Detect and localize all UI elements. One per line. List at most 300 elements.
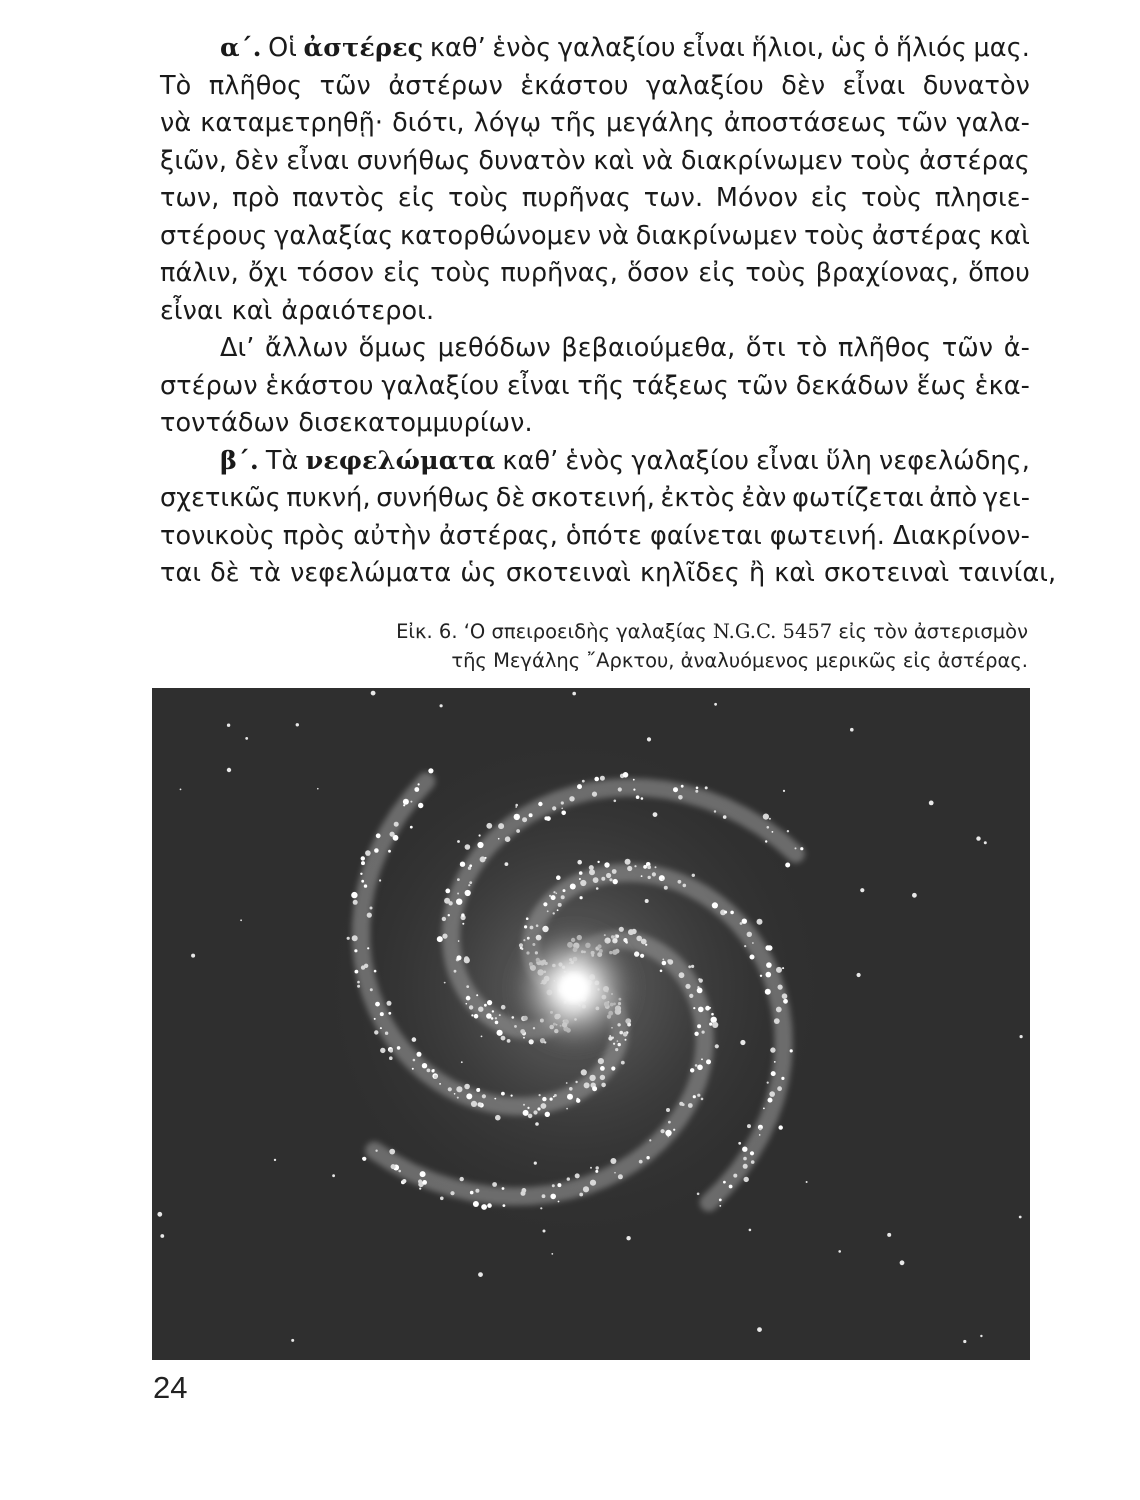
star-knot [537,1107,540,1110]
star-knot [487,1000,492,1005]
star-knot [567,1094,573,1100]
star-knot [783,999,788,1004]
word: ἥλιοι, [751,33,825,63]
word: τὸ [796,333,828,363]
star-knot [422,1063,427,1068]
word: ἑνὸς [565,445,625,476]
star-knot [600,776,605,781]
word: φωτίζεται [792,483,924,513]
field-star [240,919,242,921]
word: ἕως [916,370,967,401]
star-knot [551,895,556,900]
word: νεφελώματα [290,558,452,588]
star-knot [770,1047,775,1052]
star-knot [569,1087,573,1091]
word: τοὺς [430,258,492,288]
star-knot [465,844,471,850]
word: Διακρίνον- [892,520,1030,551]
star-knot [652,872,656,876]
star-knot [469,881,472,884]
star-knot [370,988,373,991]
body-text [160,30,1057,593]
star-knot [641,797,644,800]
word: γαλαξίας [274,220,394,251]
word: γαλαξίου [381,370,500,401]
field-star [838,1250,841,1253]
star-knot [667,1136,669,1138]
star-knot [598,1058,604,1064]
word: δὲ [210,558,240,588]
word: εἰς [383,258,421,288]
word: μεγάλης [605,108,715,138]
star-knot [440,1197,444,1201]
field-star [963,1340,966,1343]
star-knot [458,940,460,942]
star-knot [552,806,556,810]
star-knot [576,1099,580,1103]
field-star [440,704,443,707]
star-knot [759,1134,761,1136]
star-knot [787,830,789,832]
word: εἶναι [756,445,819,476]
word: ὁπότε [565,520,643,551]
star-knot [374,970,377,973]
star-knot [495,1021,499,1025]
star-knot [668,1121,671,1124]
star-knot [683,884,687,888]
star-knot [763,814,769,820]
word: ἢ [748,558,766,588]
star-knot [374,1018,376,1020]
word: Τὸ [160,70,192,101]
star-knot [536,924,539,927]
star-knot [495,1017,497,1019]
star-knot [376,833,381,838]
field-star [912,893,917,898]
word: ὅτι [745,333,786,363]
word: ἐὰν [741,483,787,513]
star-knot [499,1014,501,1016]
star-knot [465,890,471,896]
word: νὰ [597,220,630,251]
text-line [160,218,1030,256]
word: γαλα- [956,108,1030,138]
star-knot [434,1075,437,1078]
star-knot [575,1173,580,1178]
star-knot [444,898,450,904]
star-knot [439,1083,441,1085]
word: εἶναι [160,295,223,326]
field-star [740,1040,745,1045]
star-knot [549,895,551,897]
star-knot [643,865,647,869]
star-knot [450,1191,454,1195]
star-knot [403,799,409,805]
word: δὲν [234,145,279,176]
star-knot [427,1069,431,1073]
word: εἰς [698,258,737,288]
page-number: 24 [153,1370,188,1405]
star-knot [714,810,716,812]
field-star [461,1061,463,1063]
star-knot [742,919,747,924]
field-star [534,1162,537,1165]
text-line [160,405,1030,443]
word: νεφελώδης, [879,445,1030,476]
word: σκοτειναὶ [505,558,632,588]
star-knot [593,877,599,883]
field-star [850,728,854,732]
star-knot [542,1097,546,1101]
word: πλησιε- [934,183,1030,213]
field-star [332,1174,335,1177]
star-knot [361,861,365,865]
word: ἀποστάσεως [723,108,888,138]
star-knot [524,925,527,928]
star-knot [706,1059,711,1064]
word: ἀστέρας [871,220,983,251]
star-knot [464,1084,470,1090]
star-knot [701,1098,704,1101]
word: εἰς [397,183,436,213]
field-star [738,1142,741,1145]
star-knot [701,1058,703,1060]
star-knot [698,1007,704,1013]
word: δὲν [781,70,826,101]
star-knot [778,985,783,990]
star-knot [661,1129,665,1133]
star-knot [480,856,486,862]
star-knot [723,1181,726,1184]
star-knot [699,979,703,983]
field-star [705,786,708,789]
star-knot [604,862,609,867]
star-knot [744,1177,749,1182]
word: των. [643,183,704,213]
word: τοντάδων [160,408,290,438]
star-knot [712,1022,718,1028]
star-knot [747,1124,751,1128]
star-knot [539,1094,541,1096]
star-knot [679,1102,683,1106]
star-knot [667,959,671,963]
star-knot [693,1095,696,1098]
word: τῶν [319,70,371,101]
field-star [477,1102,482,1107]
field-star [457,840,460,843]
word: ὅμως [358,333,428,363]
star-knot [529,813,533,817]
word: τόσον [296,258,375,288]
field-star [481,1036,483,1038]
star-knot [464,957,470,963]
star-knot [410,826,413,829]
field-star [412,1037,417,1042]
word: γαλαξίου [646,70,764,101]
star-knot [769,1091,775,1097]
star-knot [750,955,755,960]
star-knot [618,1043,621,1046]
star-knot [554,1094,557,1097]
star-knot [697,1024,701,1028]
word: τὰ [248,558,282,588]
star-knot [561,801,564,804]
star-knot [561,811,566,816]
word: συνήθως [376,483,491,513]
star-knot [365,850,371,856]
star-knot [374,848,379,853]
star-knot [553,891,555,893]
star-knot [471,1101,477,1107]
word: διακρίνωμεν [680,145,843,176]
text-line [160,68,1030,106]
word: πυρῆνας [521,183,632,213]
word: καὶ [593,145,635,176]
star-knot [367,947,369,949]
star-knot [584,1082,590,1088]
text-line [160,143,1030,181]
star-knot [501,1092,505,1096]
star-knot [589,865,594,870]
field-star [976,836,980,840]
star-knot [612,869,617,874]
field-star [653,812,658,817]
star-knot [774,1061,776,1063]
star-knot [566,1108,568,1110]
star-knot [601,877,605,881]
star-knot [776,967,782,973]
star-knot [664,886,668,890]
star-knot [765,989,771,995]
star-knot [579,878,581,880]
star-knot [712,902,718,908]
word: καθ’ [429,33,486,63]
star-knot [743,1164,748,1169]
star-knot [767,1082,769,1084]
star-knot [553,912,555,914]
word: καὶ [774,558,816,588]
star-knot [502,1187,505,1190]
word: τονικοὺς [160,520,275,551]
star-knot [478,1007,483,1012]
star-knot [547,910,549,912]
star-knot [711,1013,714,1016]
star-knot [611,1066,615,1070]
star-knot [719,1205,721,1207]
star-knot [765,840,767,842]
field-star [900,1260,905,1265]
word: ἑκάστου [520,70,629,101]
word: δυνατὸν [478,145,586,176]
star-knot [575,1081,577,1083]
star-knot [375,1002,380,1007]
star-knot [646,1156,649,1159]
star-knot [781,1077,784,1080]
star-knot [422,1180,427,1185]
word: καὶ [989,220,1030,251]
star-knot [412,1068,414,1070]
star-knot [473,1201,479,1207]
star-knot [428,768,433,773]
star-knot [456,1086,462,1092]
star-knot [523,1110,529,1116]
field-star [626,1236,630,1240]
star-knot [619,927,624,932]
word: δυνατὸν [922,70,1030,101]
word: ἀστέρων [388,70,503,101]
star-knot [659,875,665,881]
field-star [647,737,651,741]
word: φωτεινή. [769,520,886,551]
star-knot [354,949,357,952]
word: τοὺς [745,258,807,288]
star-knot [694,1032,698,1036]
field-star [157,1212,162,1217]
field-star [296,723,299,726]
word: πυκνή, [286,483,371,513]
star-knot [776,1007,782,1013]
star-knot [521,1191,526,1196]
star-knot [541,1103,547,1109]
star-knot [351,892,357,898]
word: ἀστέρας, [439,520,558,551]
star-knot [457,1097,459,1099]
star-knot [523,1104,525,1106]
field-star [662,879,664,881]
star-knot [763,1108,765,1110]
word: α΄. [220,33,262,63]
star-knot [563,889,566,892]
star-knot [498,838,500,840]
star-knot [733,1174,737,1178]
star-knot [579,871,583,875]
field-star [402,1179,406,1183]
star-knot [418,783,420,785]
star-knot [388,1012,391,1015]
star-knot [614,800,617,803]
star-knot [729,1185,733,1189]
word: δὲ [495,483,526,513]
star-knot [370,907,373,910]
star-knot [437,936,443,942]
word: νὰ [641,145,674,176]
star-knot [590,1167,592,1169]
star-knot [752,942,754,944]
star-knot [782,967,784,969]
star-knot [774,1018,780,1024]
star-knot [673,787,678,792]
word: ἀστέρες [303,33,424,63]
star-knot [528,1114,533,1119]
star-knot [475,1189,479,1193]
star-knot [357,981,360,984]
star-knot [705,1006,710,1011]
star-knot [558,1201,560,1203]
star-knot [592,1075,595,1078]
star-knot [566,1082,568,1084]
star-knot [487,1203,492,1208]
word: πρὸς [282,520,346,551]
star-knot [691,965,694,968]
star-knot [540,1207,542,1209]
star-knot [742,1147,747,1152]
star-knot [550,1098,553,1101]
word: πλῆθος [837,333,932,363]
star-knot [557,909,559,911]
star-knot [695,1064,698,1067]
star-knot [697,1094,700,1097]
star-knot [469,1005,473,1009]
word: εἶναι [842,70,906,101]
star-knot [457,955,462,960]
word: Οἱ [268,33,297,63]
word: παντὸς [292,183,386,213]
field-star [572,692,576,696]
star-knot [460,1177,464,1181]
star-knot [486,823,492,829]
field-star [723,815,727,819]
star-knot [454,1093,456,1095]
star-knot [538,802,542,806]
text-line [160,518,1030,556]
star-knot [389,1149,395,1155]
word: γαλαξίου [631,445,750,476]
star-knot [507,1039,511,1043]
word: στέρους [160,220,268,251]
word: ἀπὸ [929,483,978,513]
star-knot [580,896,583,899]
star-knot [678,795,683,800]
word: τῆς [550,108,597,138]
word: ἥλιός [896,33,967,63]
star-knot [481,1204,487,1210]
star-knot [558,903,562,907]
field-star [180,789,182,791]
star-knot [709,1007,711,1009]
field-star [596,887,599,890]
star-knot [740,922,743,925]
word: ταινίαι, [958,558,1057,588]
star-knot [569,796,574,801]
star-knot [380,1048,385,1053]
field-star [274,1159,276,1161]
star-knot [556,893,558,895]
word: β΄. [220,445,259,476]
word: τοὺς [850,145,912,176]
field-star [984,841,987,844]
star-knot [442,917,446,921]
star-knot [448,914,450,916]
star-knot [719,1199,722,1202]
star-knot [388,850,391,853]
star-knot [515,804,518,807]
star-knot [744,945,746,947]
word: εἶναι [682,33,745,63]
star-knot [597,861,599,863]
star-knot [692,874,695,877]
word: διακρίνωμεν [635,220,798,251]
word: ὄχι [248,258,288,288]
star-knot [614,1172,616,1174]
star-knot [696,787,699,790]
star-knot [557,1183,561,1187]
field-star [757,1327,762,1332]
star-knot [374,1030,378,1034]
field-star [535,1122,539,1126]
word: τοὺς [804,220,866,251]
word: νεφελώματα [305,445,496,476]
star-knot [448,1087,452,1091]
